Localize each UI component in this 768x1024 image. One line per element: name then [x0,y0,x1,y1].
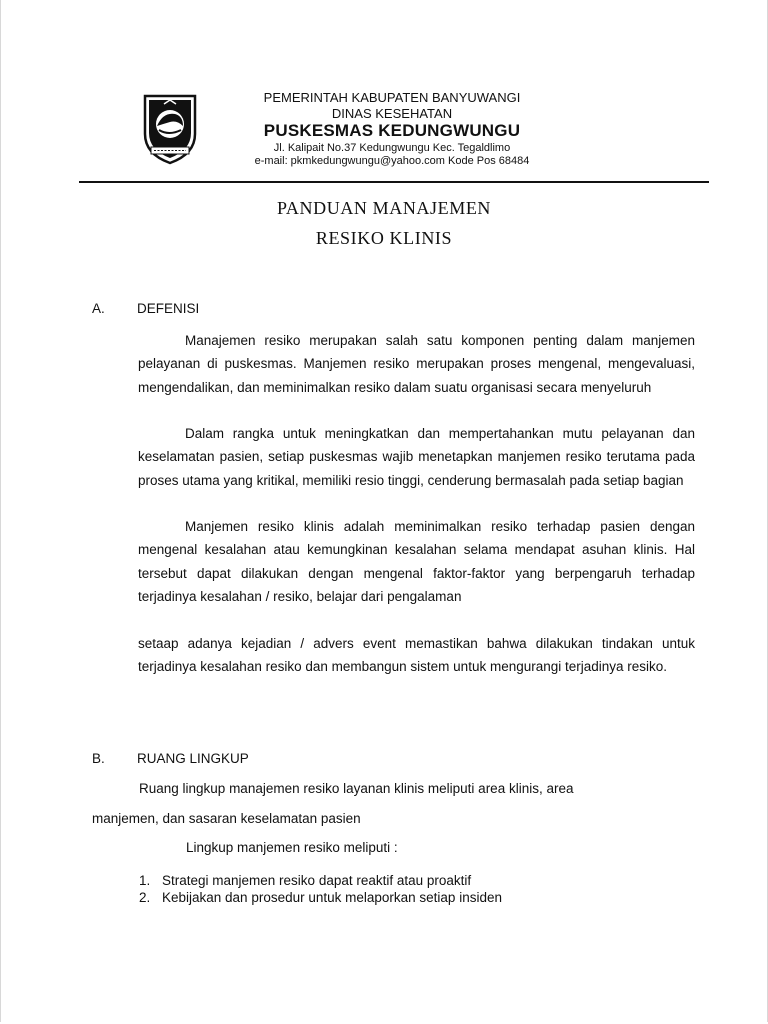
letterhead-government: PEMERINTAH KABUPATEN BANYUWANGI [263,90,521,105]
paragraph-text: Dalam rangka untuk meningkatkan dan mempertahankan mutu pelayanan dan keselamatan pasien, setiap puskesmas wajib menetapkan manjemen resiko terutama pada proses utama yang kritikal, memiliki resio tinggi, cenderung bermasalah pada setiap bagian [138,426,695,488]
list-number: 1. [139,873,151,888]
regency-crest-icon [139,90,201,166]
paragraph-text: setaap adanya kejadian / advers event memastikan bahwa dilakukan tindakan untuk terjadinya kesalahan resiko dan membangun sistem untuk mengurangi terjadinya resiko. [138,636,695,675]
section-b-text: manjemen, dan sasaran keselamatan pasien [92,811,361,826]
paragraph-text: Manjemen resiko klinis adalah meminimalkan resiko terhadap pasien dengan mengenal kesalahan atau kemungkinan kesalahan selama mendapat asuhan klinis. Hal tersebut dapat dilakukan dengan mengenal faktor-faktor yang berpengaruh terhadap terjadinya kesalahan / resiko, belajar dari pengalaman [138,519,695,604]
list-number: 2. [139,890,151,905]
list-item [139,890,502,905]
list-item [139,873,471,888]
letterhead-contact: e-mail: pkmkedungwungu@yahoo.com Kode Pos 68484 [254,155,530,167]
section-b-text: Ruang lingkup manajemen resiko layanan klinis meliputi area klinis, area [139,781,574,796]
document-title: PANDUAN MANAJEMEN [276,198,492,218]
section-a-paragraph [138,422,695,492]
section-a-heading: DEFENISI [137,301,200,316]
letterhead-divider [79,181,709,183]
list-text: Strategi manjemen resiko dapat reaktif atau proaktif [162,873,472,888]
section-b-letter: B. [92,751,105,766]
section-a-paragraph [138,632,695,679]
section-a-paragraph [138,515,695,608]
letterhead-institution: PUSKESMAS KEDUNGWUNGU [263,121,521,140]
section-b-heading: RUANG LINGKUP [137,751,249,766]
letterhead-department: DINAS KESEHATAN [331,106,453,121]
list-text: Kebijakan dan prosedur untuk melaporkan setiap insiden [162,890,502,905]
section-b-text: Lingkup manjemen resiko meliputi : [186,840,398,855]
section-a-letter: A. [92,301,105,316]
letterhead-address: Jl. Kalipait No.37 Kedungwungu Kec. Tegaldlimo [273,142,511,154]
section-a-paragraph [138,329,695,399]
document-subtitle: RESIKO KLINIS [315,228,453,248]
paragraph-text: Manajemen resiko merupakan salah satu komponen penting dalam manjemen pelayanan di puskesmas. Manjemen resiko merupakan proses mengenal, mengevaluasi, mengendalikan, dan meminimalkan resiko dalam suatu organisasi secara menyeluruh [138,333,695,395]
